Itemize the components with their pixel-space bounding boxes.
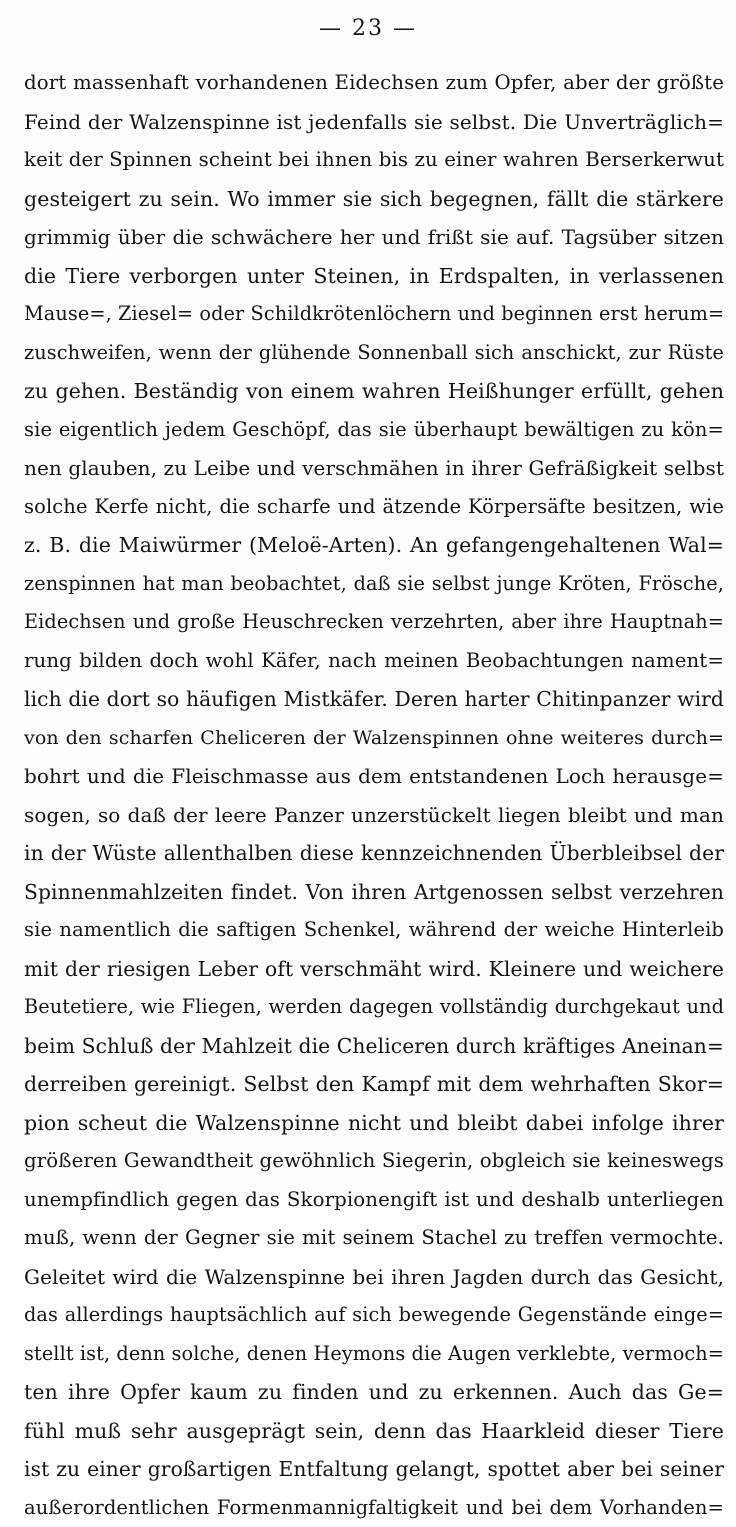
text-line: Eidechsen und große Heuschrecken verzehrten, aber ihre Hauptnah= bbox=[24, 603, 724, 642]
text-line: Feind der Walzenspinne ist jedenfalls sie selbst. Die Unverträglich= bbox=[24, 103, 724, 142]
text-line: das allerdings hauptsächlich auf sich bewegende Gegenstände einge= bbox=[24, 1296, 724, 1335]
text-line: Spinnenmahlzeiten findet. Von ihren Artgenossen selbst verzehren bbox=[24, 873, 724, 912]
text-line: unempfindlich gegen das Skorpionengift ist und deshalb unterliegen bbox=[24, 1181, 724, 1220]
text-line: die Tiere verborgen unter Steinen, in Erdspalten, in verlassenen bbox=[24, 257, 724, 296]
text-line: größeren Gewandtheit gewöhnlich Siegerin, obgleich sie keineswegs bbox=[24, 1142, 724, 1181]
body-text bbox=[24, 64, 724, 1527]
text-line: ten ihre Opfer kaum zu finden und zu erkennen. Auch das Ge= bbox=[24, 1373, 724, 1412]
text-line: Mause=, Ziesel= oder Schildkrötenlöchern und beginnen erst herum= bbox=[24, 295, 724, 334]
text-line: ist zu einer großartigen Entfaltung gelangt, spottet aber bei seiner bbox=[24, 1450, 724, 1489]
text-line: zu gehen. Beständig von einem wahren Heißhunger erfüllt, gehen bbox=[24, 372, 724, 411]
text-line: derreiben gereinigt. Selbst den Kampf mit dem wehrhaften Skor= bbox=[24, 1065, 724, 1104]
text-line: beim Schluß der Mahlzeit die Cheliceren durch kräftiges Aneinan= bbox=[24, 1027, 724, 1066]
text-line: grimmig über die schwächere her und frißt sie auf. Tagsüber sitzen bbox=[24, 218, 724, 257]
text-line: zuschweifen, wenn der glühende Sonnenball sich anschickt, zur Rüste bbox=[24, 334, 724, 373]
text-line: solche Kerfe nicht, die scharfe und ätzende Körpersäfte besitzen, wie bbox=[24, 488, 724, 527]
page-number: — 23 — bbox=[0, 16, 736, 41]
text-line: dort massenhaft vorhandenen Eidechsen zum Opfer, aber der größte bbox=[24, 64, 724, 103]
text-line: fühl muß sehr ausgeprägt sein, denn das Haarkleid dieser Tiere bbox=[24, 1412, 724, 1451]
text-line: nen glauben, zu Leibe und verschmähen in ihrer Gefräßigkeit selbst bbox=[24, 449, 724, 488]
text-line: rung bilden doch wohl Käfer, nach meinen Beobachtungen nament= bbox=[24, 642, 724, 681]
text-line: von den scharfen Cheliceren der Walzenspinnen ohne weiteres durch= bbox=[24, 719, 724, 758]
text-line: Beutetiere, wie Fliegen, werden dagegen vollständig durchgekaut und bbox=[24, 988, 724, 1027]
text-line: stellt ist, denn solche, denen Heymons die Augen verklebte, vermoch= bbox=[24, 1335, 724, 1374]
text-line: sie namentlich die saftigen Schenkel, während der weiche Hinterleib bbox=[24, 911, 724, 950]
text-line: in der Wüste allenthalben diese kennzeichnenden Überbleibsel der bbox=[24, 834, 724, 873]
text-line: außerordentlichen Formenmannigfaltigkeit und bei dem Vorhanden= bbox=[24, 1489, 724, 1527]
text-line: lich die dort so häufigen Mistkäfer. Deren harter Chitinpanzer wird bbox=[24, 680, 724, 719]
text-line: pion scheut die Walzenspinne nicht und bleibt dabei infolge ihrer bbox=[24, 1104, 724, 1143]
text-line: keit der Spinnen scheint bei ihnen bis zu einer wahren Berserkerwut bbox=[24, 141, 724, 180]
text-line: sie eigentlich jedem Geschöpf, das sie überhaupt bewältigen zu kön= bbox=[24, 411, 724, 450]
text-line: zenspinnen hat man beobachtet, daß sie selbst junge Kröten, Frösche, bbox=[24, 565, 724, 604]
text-line: Geleitet wird die Walzenspinne bei ihren Jagden durch das Gesicht, bbox=[24, 1258, 724, 1297]
text-line: mit der riesigen Leber oft verschmäht wird. Kleinere und weichere bbox=[24, 950, 724, 989]
text-line: sogen, so daß der leere Panzer unzerstückelt liegen bleibt und man bbox=[24, 796, 724, 835]
text-line: z. B. die Maiwürmer (Meloë-Arten). An gefangengehaltenen Wal= bbox=[24, 526, 724, 565]
text-line: bohrt und die Fleischmasse aus dem entstandenen Loch herausge= bbox=[24, 757, 724, 796]
text-line: muß, wenn der Gegner sie mit seinem Stachel zu treffen vermochte. bbox=[24, 1219, 724, 1258]
text-line: gesteigert zu sein. Wo immer sie sich begegnen, fällt die stärkere bbox=[24, 180, 724, 219]
